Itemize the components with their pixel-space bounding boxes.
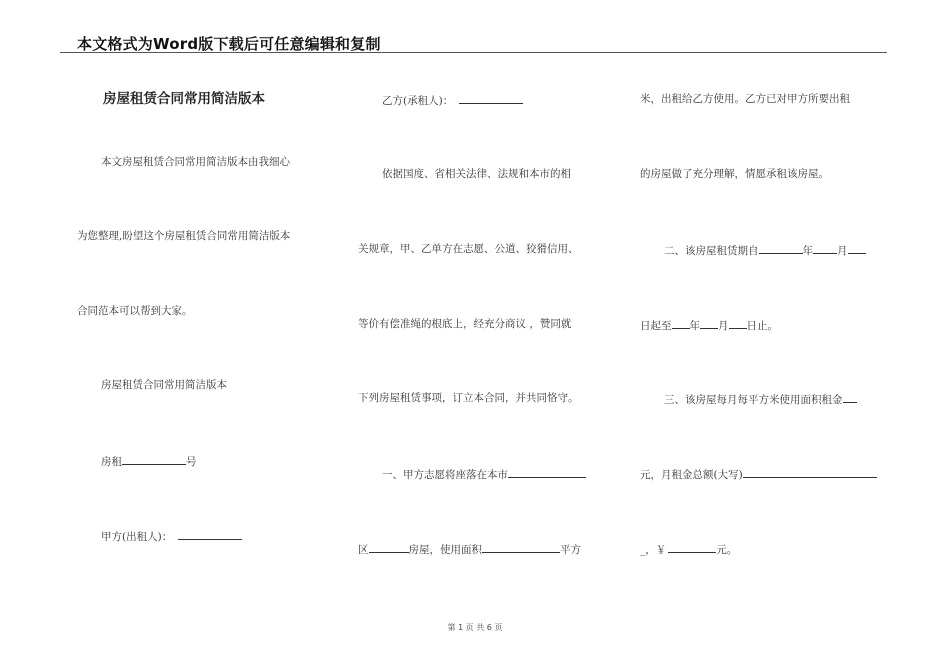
col3-line-1: 米，出租给乙方使用。乙方已对甲方所要出租: [640, 93, 850, 105]
start-month-blank: [813, 242, 837, 254]
yuan-label: 元。: [716, 544, 738, 556]
intro-line-3: 合同范本可以帮到大家。: [77, 305, 193, 317]
clause-1-continued: [358, 541, 581, 557]
lease-term-start-line: [664, 242, 866, 258]
city-blank: [508, 466, 586, 478]
document-title: 房屋租赁合同常用简洁版本: [103, 91, 265, 107]
lessee-blank: [459, 92, 523, 104]
district-label: 区: [358, 544, 369, 556]
contract-number-label: 房租: [101, 456, 122, 468]
section-heading: 房屋租赁合同常用简洁版本: [101, 379, 227, 391]
col2-line-5: 下列房屋租赁事项，订立本合同，并共同恪守。: [358, 392, 579, 404]
rent-rate-text: 三、该房屋每月每平方米使用面积租金: [664, 394, 843, 406]
clause-1-line: [382, 466, 586, 482]
contract-number-line: [101, 453, 197, 469]
monthly-total-label: 元，月租金总额(大写): [640, 469, 743, 481]
lessor-blank: [178, 528, 242, 540]
start-day-blank: [848, 242, 866, 254]
header-rule: [60, 52, 887, 53]
yen-label: _，￥: [640, 544, 667, 556]
download-banner: 本文格式为Word版下载后可任意编辑和复制: [77, 35, 381, 53]
amount-blank: [668, 541, 716, 553]
monthly-total-line: [640, 466, 877, 482]
lease-term-end-line: [640, 317, 778, 333]
end-month-blank: [700, 317, 718, 329]
end-label: 日起至: [640, 320, 672, 332]
col2-line-2: 依据国度、省相关法律、法规和本市的相: [382, 168, 571, 180]
intro-line-1: 本文房屋租赁合同常用简洁版本由我细心: [101, 156, 290, 168]
lessee-label: 乙方(承租人)：: [382, 95, 454, 107]
end-month-label: 月: [718, 320, 729, 332]
clause-1-text: 一、甲方志愿将座落在本市: [382, 469, 508, 481]
intro-line-2: 为您整理,盼望这个房屋租赁合同常用简洁版本: [77, 230, 291, 242]
area-unit: 平方: [560, 544, 581, 556]
start-year-blank: [759, 242, 803, 254]
end-day-blank: [729, 317, 747, 329]
lease-term-label: 二、该房屋租赁期自: [664, 245, 759, 257]
col2-line-3: 关规章，甲、乙单方在志愿、公道、狡猾信用、: [358, 243, 579, 255]
district-blank: [369, 541, 409, 553]
lessor-line: [101, 528, 242, 544]
lessee-line: [382, 92, 523, 108]
end-day-label: 日止。: [746, 320, 778, 332]
page-indicator: 第 1 页 共 6 页: [447, 623, 503, 632]
month-label: 月: [837, 245, 848, 257]
contract-number-blank: [122, 453, 186, 465]
rent-rate-line: [664, 391, 857, 407]
end-year-blank: [672, 317, 690, 329]
rent-rate-blank: [843, 391, 857, 403]
end-year-label: 年: [689, 320, 700, 332]
area-label: 房屋，使用面积: [408, 544, 482, 556]
area-blank: [482, 541, 560, 553]
col2-line-4: 等价有偿准绳的根底上，经充分商议 ，赞同就: [358, 318, 572, 330]
monthly-total-blank: [743, 466, 877, 478]
monthly-total-amount-line: [640, 541, 737, 557]
year-label: 年: [802, 245, 813, 257]
contract-number-suffix: 号: [186, 456, 197, 468]
lessor-label: 甲方(出租人)：: [101, 531, 173, 543]
col3-line-2: 的房屋做了充分理解，情愿承租该房屋。: [640, 168, 829, 180]
